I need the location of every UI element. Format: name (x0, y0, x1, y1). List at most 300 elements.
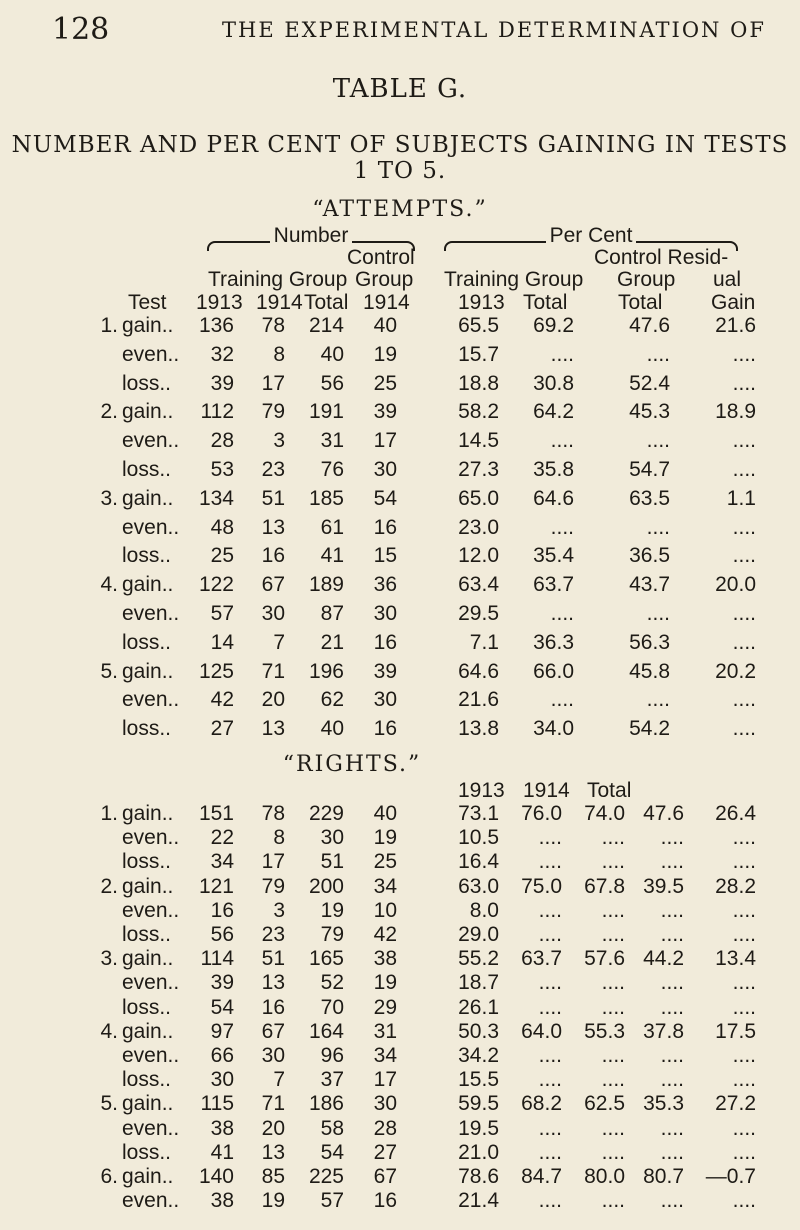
table-row (0, 875, 800, 901)
cell-label: even.. (122, 429, 180, 453)
cell-ntotal: 21 (320, 630, 344, 654)
page-number: 128 (52, 12, 110, 47)
col-header-total: Total (304, 291, 349, 314)
cell-label: gain.. (122, 802, 174, 825)
table-row (0, 516, 800, 542)
table-row (0, 947, 800, 973)
cell-control: 17 (373, 1068, 397, 1092)
cell-control: 54 (373, 486, 397, 510)
cell-p1913: 65.0 (458, 486, 499, 510)
cell-n1913: 97 (210, 1019, 234, 1043)
cell-num: 3. (100, 947, 118, 971)
cell-p1914: 75.0 (521, 874, 562, 898)
cell-ntotal: 96 (320, 1044, 344, 1067)
cell-pcontrol: .... (660, 995, 684, 1019)
table-title: TABLE G. (332, 74, 468, 104)
rights-col-header-1913: 1913 (458, 779, 505, 802)
cell-ntotal: 165 (308, 947, 344, 971)
cell-ptotal: .... (550, 602, 574, 625)
cell-ntotal: 56 (320, 371, 344, 395)
cell-ntotal: 76 (320, 458, 344, 481)
page-header (0, 0, 800, 70)
cell-pcontrol: 47.6 (629, 314, 670, 337)
cell-pcontrol: 47.6 (643, 802, 684, 825)
cell-label: even.. (122, 515, 180, 539)
cell-n1914: 71 (261, 659, 285, 683)
cell-p1913: 19.5 (458, 1116, 499, 1140)
cell-ntotal: 58 (320, 1116, 344, 1140)
cell-pcontrol: .... (660, 826, 684, 850)
cell-n1913: 14 (210, 630, 234, 654)
cell-n1913: 30 (210, 1068, 234, 1092)
cell-resid: .... (732, 1189, 756, 1213)
section-attempts-heading: “ATTEMPTS.” (312, 197, 488, 222)
cell-n1914: 79 (261, 400, 285, 424)
cell-ntotal: 37 (320, 1068, 344, 1092)
cell-num: 1. (100, 314, 118, 337)
cell-resid: .... (732, 826, 756, 850)
cell-n1913: 136 (198, 314, 234, 337)
cell-label: even.. (122, 342, 180, 366)
cell-p1914: 84.7 (521, 1165, 562, 1188)
cell-label: gain.. (122, 1019, 174, 1043)
cell-n1913: 125 (198, 659, 234, 683)
cell-resid: .... (732, 971, 756, 995)
cell-p1913: 73.1 (458, 802, 499, 825)
cell-p1914: .... (538, 850, 562, 874)
cell-n1914: 16 (261, 544, 285, 568)
cell-n1913: 39 (210, 371, 234, 395)
cell-ntotal: 40 (320, 342, 344, 366)
cell-ntotal: 31 (320, 429, 344, 453)
cell-p1913: 21.4 (458, 1189, 499, 1213)
cell-pcontrol: .... (646, 429, 670, 453)
col-header-pct-1913: 1913 (458, 291, 505, 314)
cell-n1914: 3 (273, 429, 285, 453)
cell-control: 27 (373, 1140, 397, 1164)
cell-p1913: 55.2 (458, 947, 499, 971)
rights-col-header-1914: 1914 (523, 779, 570, 802)
cell-label: even.. (122, 898, 180, 922)
cell-label: loss.. (122, 923, 172, 946)
cell-ptotal: 62.5 (584, 1092, 625, 1116)
table-row (0, 1117, 800, 1143)
cell-p1914: .... (538, 1068, 562, 1092)
cell-control: 40 (373, 314, 397, 337)
cell-resid: .... (732, 850, 756, 874)
table-row (0, 458, 800, 484)
cell-ntotal: 40 (320, 717, 344, 741)
cell-p1914: .... (538, 995, 562, 1019)
cell-n1913: 39 (210, 971, 234, 995)
cell-pcontrol: .... (660, 1140, 684, 1164)
cell-ptotal: .... (601, 826, 625, 850)
cell-n1913: 34 (210, 850, 234, 874)
table-row (0, 1020, 800, 1046)
cell-control: 25 (373, 850, 397, 874)
cell-n1913: 32 (210, 342, 234, 366)
cell-ntotal: 186 (308, 1092, 344, 1116)
table-row (0, 717, 800, 743)
cell-num: 4. (100, 1019, 118, 1043)
cell-num: 6. (100, 1165, 118, 1188)
brace-number-label: Number (273, 224, 349, 247)
cell-resid: —0.7 (705, 1165, 756, 1188)
cell-control: 28 (373, 1116, 397, 1140)
cell-n1914: 16 (261, 995, 285, 1019)
cell-p1914: .... (538, 971, 562, 995)
cell-ntotal: 41 (320, 544, 344, 568)
cell-n1914: 23 (261, 458, 285, 481)
cell-resid: 18.9 (715, 400, 756, 424)
cell-ptotal: 34.0 (533, 717, 574, 741)
cell-control: 30 (373, 602, 397, 625)
cell-num: 2. (100, 874, 118, 898)
cell-n1913: 22 (210, 826, 234, 850)
cell-n1913: 122 (198, 573, 234, 597)
cell-label: gain.. (122, 400, 174, 424)
cell-p1913: 65.5 (458, 314, 499, 337)
col-header-training-group: Training Group (208, 268, 348, 291)
cell-ntotal: 57 (320, 1189, 344, 1213)
cell-control: 16 (373, 515, 397, 539)
rights-col-header-total: Total (587, 779, 632, 802)
cell-p1914: 68.2 (521, 1092, 562, 1116)
cell-n1914: 30 (261, 602, 285, 625)
cell-pcontrol: 45.3 (629, 400, 670, 424)
col-header-group-1914: 1914 (363, 291, 410, 314)
cell-pcontrol: .... (660, 971, 684, 995)
table-row (0, 573, 800, 599)
cell-n1914: 71 (261, 1092, 285, 1116)
cell-n1913: 140 (198, 1165, 234, 1188)
table-row (0, 544, 800, 570)
cell-resid: .... (732, 1044, 756, 1067)
cell-pcontrol: 63.5 (629, 486, 670, 510)
table-row (0, 971, 800, 997)
cell-control: 16 (373, 717, 397, 741)
cell-n1913: 16 (210, 898, 234, 922)
cell-ptotal: .... (601, 1044, 625, 1067)
cell-ptotal: .... (601, 923, 625, 946)
cell-resid: .... (732, 898, 756, 922)
cell-ptotal: 74.0 (584, 802, 625, 825)
cell-label: even.. (122, 1044, 180, 1067)
table-subtitle-line2: 1 TO 5. (353, 158, 447, 184)
cell-ptotal: .... (601, 1116, 625, 1140)
cell-pcontrol: 52.4 (629, 371, 670, 395)
col-header-pct-total: Total (523, 291, 568, 314)
cell-ntotal: 51 (320, 850, 344, 874)
cell-n1914: 7 (273, 1068, 285, 1092)
cell-control: 17 (373, 429, 397, 453)
cell-control: 25 (373, 371, 397, 395)
cell-p1913: 15.7 (458, 342, 499, 366)
cell-control: 19 (373, 342, 397, 366)
cell-resid: .... (732, 458, 756, 481)
cell-resid: 20.0 (715, 573, 756, 597)
cell-ptotal: .... (601, 971, 625, 995)
table-row (0, 1044, 800, 1070)
cell-pcontrol: 56.3 (629, 630, 670, 654)
cell-pcontrol: 39.5 (643, 874, 684, 898)
table-row (0, 487, 800, 513)
cell-pcontrol: 45.8 (629, 659, 670, 683)
cell-ntotal: 164 (308, 1019, 344, 1043)
cell-control: 16 (373, 1189, 397, 1213)
cell-resid: .... (732, 429, 756, 453)
cell-n1913: 48 (210, 515, 234, 539)
cell-resid: .... (732, 1140, 756, 1164)
cell-label: loss.. (122, 1140, 172, 1164)
cell-resid: .... (732, 1116, 756, 1140)
cell-p1914: .... (538, 1189, 562, 1213)
cell-label: gain.. (122, 874, 174, 898)
cell-ntotal: 191 (308, 400, 344, 424)
cell-n1913: 42 (210, 688, 234, 712)
cell-label: gain.. (122, 573, 174, 597)
cell-pcontrol: .... (660, 898, 684, 922)
table-row (0, 850, 800, 876)
cell-resid: .... (732, 688, 756, 712)
cell-pcontrol: .... (646, 342, 670, 366)
cell-ptotal: 69.2 (533, 314, 574, 337)
table-row (0, 314, 800, 340)
cell-n1914: 8 (273, 342, 285, 366)
cell-resid: 17.5 (715, 1019, 756, 1043)
cell-pcontrol: 35.3 (643, 1092, 684, 1116)
table-row (0, 343, 800, 369)
cell-n1914: 20 (261, 1116, 285, 1140)
cell-ntotal: 214 (308, 314, 344, 337)
cell-ptotal: .... (601, 850, 625, 874)
cell-resid: .... (732, 544, 756, 568)
table-row (0, 660, 800, 686)
section-rights-heading: “RIGHTS.” (282, 752, 422, 777)
cell-p1914: .... (538, 1044, 562, 1067)
cell-n1914: 67 (261, 573, 285, 597)
cell-p1913: 50.3 (458, 1019, 499, 1043)
cell-label: gain.. (122, 486, 174, 510)
cell-num: 5. (100, 659, 118, 683)
cell-p1914: .... (538, 1116, 562, 1140)
cell-label: gain.. (122, 314, 174, 337)
cell-ptotal: 35.4 (533, 544, 574, 568)
cell-n1914: 79 (261, 874, 285, 898)
cell-p1913: 58.2 (458, 400, 499, 424)
cell-p1913: 15.5 (458, 1068, 499, 1092)
table-row (0, 1189, 800, 1215)
table-row (0, 1068, 800, 1094)
cell-n1913: 114 (200, 947, 234, 971)
cell-label: even.. (122, 1116, 180, 1140)
cell-n1913: 54 (210, 995, 234, 1019)
cell-p1913: 13.8 (458, 717, 499, 741)
cell-num: 1. (100, 802, 118, 825)
cell-p1913: 14.5 (458, 429, 499, 453)
cell-label: even.. (122, 602, 180, 625)
cell-label: even.. (122, 971, 180, 995)
cell-ptotal: .... (550, 429, 574, 453)
cell-pcontrol: 54.7 (629, 458, 670, 481)
cell-n1914: 17 (261, 371, 285, 395)
cell-n1914: 23 (261, 923, 285, 946)
cell-pcontrol: 44.2 (643, 947, 684, 971)
cell-label: loss.. (122, 371, 172, 395)
col-header-gain: Gain (711, 291, 756, 314)
cell-label: even.. (122, 1189, 180, 1213)
cell-control: 30 (373, 1092, 397, 1116)
cell-resid: 21.6 (715, 314, 756, 337)
cell-pcontrol: 43.7 (629, 573, 670, 597)
cell-resid: .... (732, 342, 756, 366)
cell-ntotal: 54 (320, 1140, 344, 1164)
cell-label: loss.. (122, 850, 172, 874)
cell-n1914: 78 (261, 802, 285, 825)
col-header-control-resid: Control Resid- (594, 246, 729, 269)
col-header-1914: 1914 (256, 291, 303, 314)
cell-pcontrol: .... (660, 850, 684, 874)
table-row (0, 400, 800, 426)
cell-n1913: 112 (200, 400, 234, 424)
cell-n1914: 8 (273, 826, 285, 850)
cell-p1913: 18.8 (458, 371, 499, 395)
cell-p1914: 63.7 (521, 947, 562, 971)
cell-num: 3. (100, 486, 118, 510)
cell-p1913: 63.4 (458, 573, 499, 597)
cell-ptotal: 57.6 (584, 947, 625, 971)
cell-control: 16 (373, 630, 397, 654)
cell-ntotal: 79 (320, 923, 344, 946)
cell-resid: 28.2 (715, 874, 756, 898)
table-row (0, 1165, 800, 1191)
cell-p1913: 16.4 (458, 850, 499, 874)
cell-ptotal: .... (601, 1189, 625, 1213)
cell-n1914: 85 (261, 1165, 285, 1188)
cell-pcontrol: 80.7 (643, 1165, 684, 1188)
cell-ntotal: 70 (320, 995, 344, 1019)
cell-label: loss.. (122, 717, 172, 741)
cell-label: even.. (122, 688, 180, 712)
cell-label: loss.. (122, 458, 172, 481)
cell-ptotal: .... (601, 1140, 625, 1164)
cell-ptotal: .... (601, 898, 625, 922)
cell-ptotal: .... (550, 688, 574, 712)
cell-n1913: 38 (210, 1189, 234, 1213)
cell-n1914: 19 (261, 1189, 285, 1213)
cell-num: 4. (100, 573, 118, 597)
cell-ptotal: 36.3 (533, 630, 574, 654)
cell-pcontrol: .... (646, 688, 670, 712)
cell-n1914: 20 (261, 688, 285, 712)
cell-n1914: 13 (261, 1140, 285, 1164)
cell-control: 34 (373, 874, 397, 898)
table-row (0, 688, 800, 714)
cell-ptotal: 55.3 (584, 1019, 625, 1043)
col-header-1913: 1913 (196, 291, 243, 314)
table-row (0, 1092, 800, 1118)
cell-label: gain.. (122, 659, 174, 683)
cell-resid: .... (732, 995, 756, 1019)
cell-control: 38 (373, 947, 397, 971)
cell-pcontrol: .... (660, 1044, 684, 1067)
cell-resid: 26.4 (715, 802, 756, 825)
cell-ntotal: 87 (320, 602, 344, 625)
col-header-control-total: Total (618, 291, 663, 314)
cell-n1914: 78 (261, 314, 285, 337)
table-row (0, 899, 800, 925)
cell-n1913: 66 (210, 1044, 234, 1067)
cell-control: 34 (373, 1044, 397, 1067)
col-header-training-group-pct: Training Group (444, 268, 584, 291)
cell-resid: .... (732, 371, 756, 395)
cell-pcontrol: 37.8 (643, 1019, 684, 1043)
table-row (0, 802, 800, 828)
cell-ntotal: 52 (320, 971, 344, 995)
cell-p1913: 26.1 (458, 995, 499, 1019)
col-header-control: Control (347, 246, 415, 269)
cell-n1913: 121 (198, 874, 234, 898)
cell-ntotal: 62 (320, 688, 344, 712)
cell-label: gain.. (122, 1165, 174, 1188)
cell-control: 39 (373, 659, 397, 683)
cell-n1914: 3 (273, 898, 285, 922)
col-header-group-pct: Group (617, 268, 676, 291)
table-row (0, 923, 800, 949)
cell-resid: 13.4 (715, 947, 756, 971)
cell-n1914: 7 (273, 630, 285, 654)
col-header-group: Group (355, 268, 414, 291)
cell-p1913: 59.5 (458, 1092, 499, 1116)
cell-resid: .... (732, 1068, 756, 1092)
cell-control: 15 (373, 544, 397, 568)
cell-ntotal: 200 (308, 874, 344, 898)
cell-n1914: 51 (261, 486, 285, 510)
cell-pcontrol: 36.5 (629, 544, 670, 568)
col-header-ual: ual (713, 268, 742, 291)
cell-control: 40 (373, 802, 397, 825)
cell-p1913: 63.0 (458, 874, 499, 898)
cell-control: 19 (373, 971, 397, 995)
cell-p1913: 21.0 (458, 1140, 499, 1164)
cell-p1913: 64.6 (458, 659, 499, 683)
table-row (0, 372, 800, 398)
cell-p1913: 78.6 (458, 1165, 499, 1188)
cell-ptotal: 67.8 (584, 874, 625, 898)
cell-p1914: .... (538, 898, 562, 922)
cell-n1913: 53 (210, 458, 234, 481)
cell-p1913: 7.1 (469, 630, 499, 654)
cell-pcontrol: .... (646, 515, 670, 539)
cell-n1913: 115 (200, 1092, 234, 1116)
cell-ptotal: .... (550, 515, 574, 539)
cell-resid: .... (732, 515, 756, 539)
table-row (0, 1141, 800, 1167)
cell-ptotal: 64.2 (533, 400, 574, 424)
cell-resid: .... (732, 923, 756, 946)
cell-p1914: .... (538, 923, 562, 946)
cell-control: 42 (373, 923, 397, 946)
running-title: THE EXPERIMENTAL DETERMINATION OF (222, 18, 766, 42)
cell-p1913: 10.5 (458, 826, 499, 850)
cell-ptotal: 80.0 (584, 1165, 625, 1188)
cell-p1913: 12.0 (458, 544, 499, 568)
col-header-test: Test (128, 291, 167, 314)
cell-n1913: 56 (210, 923, 234, 946)
cell-n1913: 28 (210, 429, 234, 453)
cell-label: gain.. (122, 947, 174, 971)
cell-n1913: 41 (210, 1140, 234, 1164)
